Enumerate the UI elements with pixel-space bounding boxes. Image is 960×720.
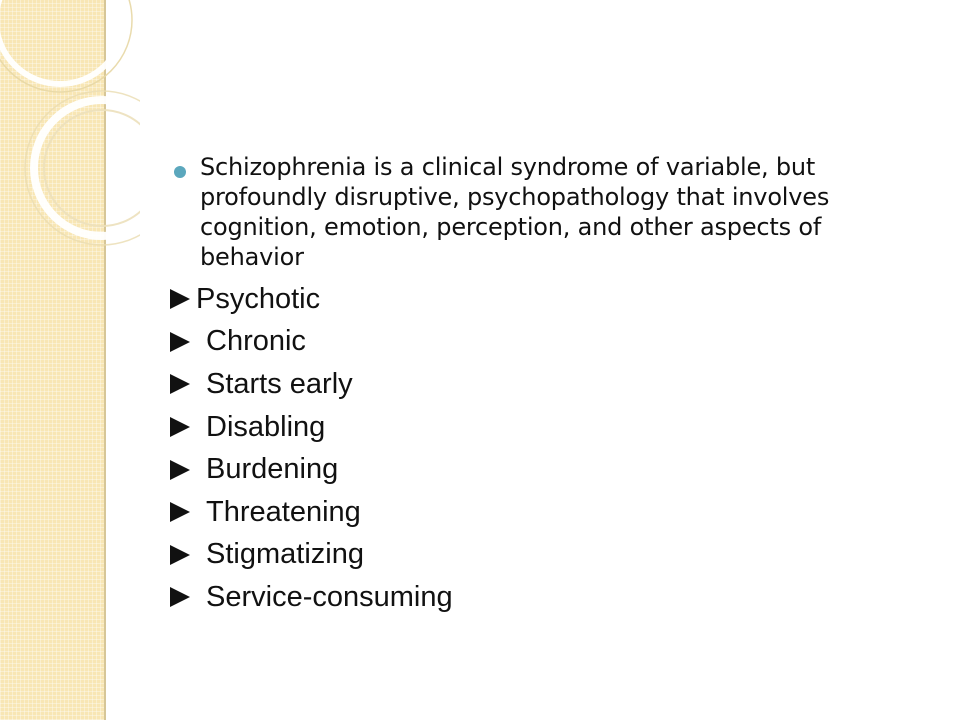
list-item-label: Service-consuming bbox=[206, 580, 453, 613]
list-item bbox=[172, 278, 932, 321]
list-item bbox=[172, 321, 932, 364]
list-item-label: Stigmatizing bbox=[206, 538, 364, 571]
right-pointer-icon bbox=[170, 374, 190, 394]
ring-decoration-icon bbox=[0, 0, 140, 260]
list-item-label: Disabling bbox=[206, 410, 326, 443]
right-pointer-icon bbox=[170, 502, 190, 522]
list-item-label: Chronic bbox=[206, 325, 306, 358]
list-item bbox=[172, 406, 932, 449]
list-item bbox=[172, 576, 932, 619]
definition-text: Schizophrenia is a clinical syndrome of variable, but profoundly disruptive, psychopathology that involves cognition, emotion, perception, and other aspects of behavior bbox=[200, 153, 830, 271]
right-pointer-icon bbox=[170, 545, 190, 565]
definition-bullet bbox=[172, 152, 932, 272]
list-item bbox=[172, 363, 932, 406]
slide-content bbox=[172, 152, 932, 619]
list-item-label: Threatening bbox=[206, 495, 361, 528]
right-pointer-icon bbox=[170, 332, 190, 352]
list-item bbox=[172, 448, 932, 491]
round-bullet-icon bbox=[174, 166, 186, 178]
right-pointer-icon bbox=[170, 417, 190, 437]
list-item-label: Starts early bbox=[206, 367, 353, 400]
characteristics-list bbox=[172, 278, 932, 619]
right-pointer-icon bbox=[170, 289, 190, 309]
list-item bbox=[172, 534, 932, 577]
right-pointer-icon bbox=[170, 587, 190, 607]
right-pointer-icon bbox=[170, 460, 190, 480]
list-item bbox=[172, 491, 932, 534]
list-item-label: Psychotic bbox=[196, 282, 321, 315]
list-item-label: Burdening bbox=[206, 453, 339, 486]
